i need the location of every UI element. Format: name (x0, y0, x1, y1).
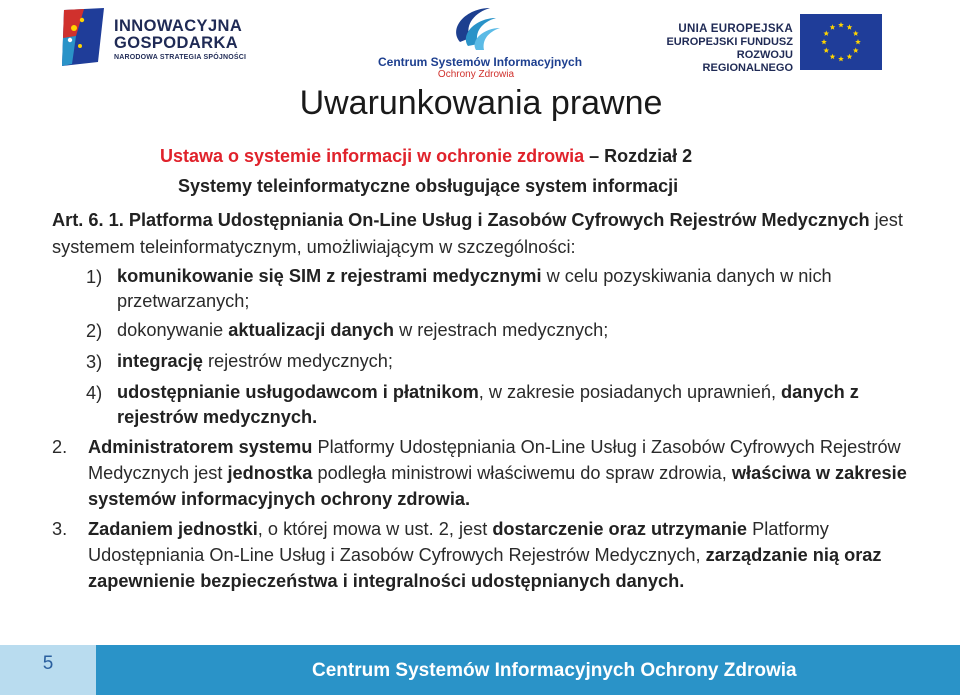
list-item: 1) komunikowanie się SIM z rejestrami medycznymi w celu pozyskiwania danych w nich przetwarzanych; (86, 266, 832, 311)
article-heading: Art. 6. 1. Platforma Udostępniania On-Line Usług i Zasobów Cyfrowych Rejestrów Medycznych jest systemem teleinformatycznym, umożliwiającym w szczególności: (52, 210, 903, 257)
chapter-title: Systemy teleinformatyczne obsługujące system informacji (178, 176, 679, 196)
page-number: 5 (42, 653, 54, 674)
ig-logo-line1: INNOWACYJNA (114, 17, 243, 35)
csioz-swirl-icon (446, 2, 506, 56)
footer-bar (0, 645, 960, 695)
article-body (52, 207, 942, 594)
law-subtitle (160, 146, 692, 167)
eu-logo-line3: ROZWOJU REGIONALNEGO (702, 49, 793, 74)
list-item: 4) udostępnianie usługodawcom i płatnikom, w zakresie posiadanych uprawnień, danych z rejestrów medycznych. (86, 382, 859, 427)
innowacyjna-gospodarka-logo (60, 6, 270, 68)
eu-logo-line1: UNIA EUROPEJSKA (678, 23, 793, 35)
article-item-list (86, 264, 942, 430)
page-number-box (0, 645, 96, 695)
list-item: 3) integrację rejestrów medycznych; (86, 351, 393, 372)
csioz-logo-subtitle: Ochrony Zdrowia (437, 69, 515, 80)
law-chapter: – Rozdział 2 (584, 146, 693, 166)
footer-organization: Centrum Systemów Informacyjnych Ochrony Zdrowia (312, 660, 797, 681)
slide-title: Uwarunkowania prawne (299, 84, 663, 122)
eu-flag-icon (800, 14, 882, 70)
ig-logo-line3: NARODOWA STRATEGIA SPÓJNOŚCI (114, 54, 247, 61)
law-name: Ustawa o systemie informacji w ochronie zdrowia (160, 146, 585, 166)
csioz-logo (378, 2, 583, 82)
ig-flag-icon (60, 6, 112, 68)
ig-logo-line2: GOSPODARKA (114, 34, 239, 52)
list-item: 2) dokonywanie aktualizacji danych w rejestrach medycznych; (86, 320, 609, 341)
eu-logo (648, 12, 888, 72)
paragraph-2: 2. Administratorem systemu Platformy Udostępniania On-Line Usług i Zasobów Cyfrowych Rejestrów Medycznych jest jednostka podległa ministrowi właściwemu do spraw zdrowia, właściwa w zakresie systemów informacyjnych ochrony zdrowia. (52, 437, 907, 509)
paragraph-3: 3. Zadaniem jednostki, o której mowa w ust. 2, jest dostarczenie oraz utrzymanie Platformy Udostępniania On-Line Usług i Zasobów Cyfrowych Rejestrów Medycznych, zarządzanie nią oraz zapewnienie bezpieczeństwa i integralności udostępnianych danych. (52, 519, 882, 591)
csioz-logo-name: Centrum Systemów Informacyjnych (378, 55, 583, 69)
eu-logo-line2: EUROPEJSKI FUNDUSZ (666, 36, 793, 48)
